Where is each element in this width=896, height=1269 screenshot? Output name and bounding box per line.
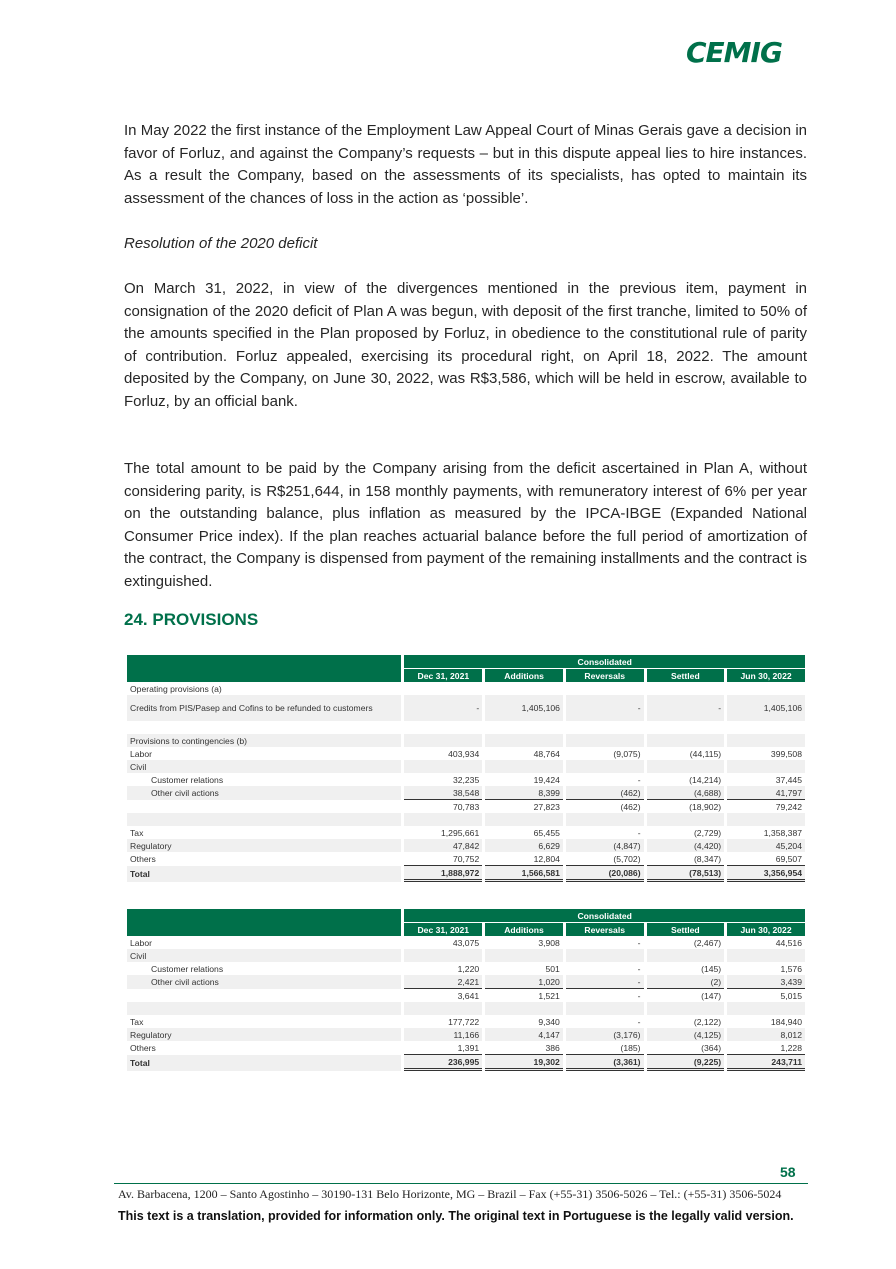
cell-value: 1,521 [538, 990, 560, 1001]
row-label: Customer relations [151, 963, 224, 974]
cell-value: 1,405,106 [727, 695, 805, 721]
cell-value: 3,439 [727, 975, 805, 989]
cell-value: 65,455 [533, 827, 560, 838]
cell-value [566, 949, 644, 962]
cell-value [727, 721, 805, 734]
cell-value: 9,340 [538, 1016, 560, 1027]
cell-value: (20,086) [566, 866, 644, 882]
cell-value: 19,302 [485, 1055, 563, 1071]
cell-value [404, 682, 482, 695]
row-label: Credits from PIS/Pasep and Cofins to be refunded to customers [127, 695, 401, 721]
column-header: Additions [485, 668, 563, 682]
table-header-group [127, 655, 805, 668]
table-row [127, 760, 805, 773]
column-header: Dec 31, 2021 [404, 668, 482, 682]
cell-value: 37,445 [775, 774, 802, 785]
cell-value: - [637, 827, 641, 838]
cell-value [727, 734, 805, 747]
cell-value [404, 760, 482, 773]
cell-value: 243,711 [727, 1055, 805, 1071]
row-label [127, 989, 401, 1002]
provisions-table-1 [124, 655, 808, 882]
cell-value: 27,823 [533, 801, 560, 812]
cell-value: 1,566,581 [485, 866, 563, 882]
cell-value [647, 760, 725, 773]
cell-value: (4,125) [647, 1028, 725, 1041]
cell-value [727, 1002, 805, 1015]
cell-value: 69,507 [727, 852, 805, 866]
cell-value: 70,752 [404, 852, 482, 866]
cell-value: 236,995 [404, 1055, 482, 1071]
column-header: Dec 31, 2021 [404, 922, 482, 936]
cell-value: (2) [647, 975, 725, 989]
cell-value [566, 813, 644, 826]
row-label: Provisions to contingencies (b) [127, 734, 401, 747]
row-label: Civil [127, 949, 401, 962]
header-blank [127, 655, 401, 668]
cell-value: (5,702) [566, 852, 644, 866]
cell-value: 177,722 [448, 1016, 480, 1027]
row-label [127, 721, 401, 734]
column-header: Settled [647, 668, 725, 682]
cemig-logo: CEMIG [686, 36, 782, 69]
row-label: Civil [127, 760, 401, 773]
table-row [127, 1015, 805, 1028]
cell-value: (364) [647, 1041, 725, 1055]
cell-value: 399,508 [770, 748, 802, 759]
table-row [127, 734, 805, 747]
table-row [127, 975, 805, 989]
cell-value [647, 721, 725, 734]
table-row [127, 1028, 805, 1041]
cell-value [566, 721, 644, 734]
table-header-group [127, 909, 805, 922]
cell-value: 2,421 [404, 975, 482, 989]
cell-value: 1,576 [780, 963, 802, 974]
table-row [127, 866, 805, 882]
paragraph-appeal-court: In May 2022 the first instance of the Employment Law Appeal Court of Minas Gerais gave a decision in favor of Forluz, and against the Company’s requests – but in this dispute appeal lies to hire instances. As a result the Company, based on the assessments of its specialists, has opted to maintain its assessment of the chances of loss in the action as ‘possible’. [124, 122, 807, 207]
cell-value: 41,797 [727, 786, 805, 800]
cell-value: 32,235 [452, 774, 480, 785]
cell-value: - [637, 937, 641, 948]
cell-value: (145) [701, 963, 722, 974]
footer-disclaimer: This text is a translation, provided for information only. The original text in Portuguese is the legally valid version. [118, 1209, 794, 1223]
table-row [127, 786, 805, 800]
header-blank [127, 909, 401, 922]
cell-value [485, 721, 563, 734]
cell-value [485, 1002, 563, 1015]
table-row [127, 962, 805, 975]
cell-value: (2,729) [693, 827, 722, 838]
row-label: Others [130, 854, 156, 864]
table-row [127, 800, 805, 813]
table-header-row [127, 668, 805, 682]
column-header: Additions [485, 922, 563, 936]
cell-value: 1,888,972 [404, 866, 482, 882]
provisions-table-2 [124, 909, 808, 1071]
table-row [127, 852, 805, 866]
row-label: Others [130, 1043, 156, 1053]
cell-value: 1,228 [727, 1041, 805, 1055]
row-label: Regulatory [127, 1028, 401, 1041]
cell-value: 8,012 [727, 1028, 805, 1041]
column-header: Settled [647, 922, 725, 936]
table-row [127, 839, 805, 852]
cell-value: 5,015 [780, 990, 802, 1001]
table-row [127, 1041, 805, 1055]
cell-value: 3,908 [538, 937, 560, 948]
cell-value: - [404, 695, 482, 721]
row-label: Labor [130, 748, 152, 759]
cell-value: (4,847) [566, 839, 644, 852]
cell-value: 3,641 [457, 990, 480, 1001]
cell-value [566, 1002, 644, 1015]
cell-value: (14,214) [689, 774, 722, 785]
cell-value [566, 734, 644, 747]
section-heading: 24. PROVISIONS [124, 610, 259, 629]
cell-value: 1,358,387 [763, 827, 802, 838]
row-label: Operating provisions (a) [130, 683, 222, 694]
cell-value: 386 [485, 1041, 563, 1055]
table-row [127, 826, 805, 839]
cell-value: 44,516 [775, 937, 802, 948]
paragraph-total-amount: The total amount to be paid by the Company arising from the deficit ascertained in Plan A, without considering parity, is R$251,644, in 158 monthly payments, with remuneratory interest of 6% per year on the outstanding balance, plus inflation as measured by the IPCA-IBGE (Expanded National Consumer Price index). If the plan reaches actuarial balance before the full period of amortization of the contract, the Company is dispensed from payment of the remaining installments and the contract is extinguished. [124, 460, 807, 590]
cell-value: (2,122) [693, 1016, 722, 1027]
cell-value: 184,940 [770, 1016, 802, 1027]
table-row [127, 695, 805, 721]
cell-value: 70,783 [452, 801, 480, 812]
cell-value: 79,242 [775, 801, 802, 812]
cell-value: - [566, 695, 644, 721]
cell-value [404, 721, 482, 734]
table-row [127, 936, 805, 949]
cell-value [727, 813, 805, 826]
cell-value [485, 813, 563, 826]
cell-value: 1,220 [457, 963, 480, 974]
cell-value: 1,020 [485, 975, 563, 989]
cell-value: 38,548 [404, 786, 482, 800]
cell-value: - [647, 695, 725, 721]
cell-value: - [566, 975, 644, 989]
cell-value: 11,166 [404, 1028, 482, 1041]
table-row [127, 989, 805, 1002]
cell-value: (4,688) [647, 786, 725, 800]
row-label: Labor [130, 937, 152, 948]
footer-address: Av. Barbacena, 1200 – Santo Agostinho – 30190-131 Belo Horizonte, MG – Brazil – Fax (+55-31) 3506-5026 – Tel.: (+55-31) 3506-5024 [118, 1187, 782, 1201]
row-label: Other civil actions [127, 786, 401, 800]
cell-value: 6,629 [485, 839, 563, 852]
cell-value: 47,842 [404, 839, 482, 852]
cell-value: 1,295,661 [441, 827, 480, 838]
cell-value [404, 949, 482, 962]
row-label: Customer relations [151, 774, 224, 785]
cell-value [485, 734, 563, 747]
row-label [127, 813, 401, 826]
cell-value: 1,391 [404, 1041, 482, 1055]
cell-value: (3,176) [566, 1028, 644, 1041]
row-label: Total [127, 1055, 401, 1071]
cell-value: 403,934 [448, 748, 480, 759]
cell-value [566, 760, 644, 773]
column-header: Jun 30, 2022 [727, 922, 805, 936]
paragraph-deficit-payment: On March 31, 2022, in view of the divergences mentioned in the previous item, payment in consignation of the 2020 deficit of Plan A was begun, with deposit of the first tranche, limited to 50% of the amounts specified in the Plan proposed by Forluz, in obedience to the constitutional rule of parity of contribution. Forluz appealed, exercising its procedural right, on April 18, 2022. The amount deposited by the Company, on June 30, 2022, was R$3,586, which will be held in escrow, available to Forluz, by an official bank. [124, 280, 807, 410]
row-label: Tax [130, 827, 144, 838]
header-blank [127, 922, 401, 936]
cell-value: (3,361) [566, 1055, 644, 1071]
cell-value [485, 949, 563, 962]
cell-value: 43,075 [452, 937, 480, 948]
cell-value: 12,804 [485, 852, 563, 866]
header-blank [127, 668, 401, 682]
column-header: Reversals [566, 922, 644, 936]
cell-value: (9,075) [613, 748, 641, 759]
cell-value [404, 734, 482, 747]
table-row [127, 773, 805, 786]
header-consolidated: Consolidated [404, 655, 805, 668]
footer-divider [114, 1183, 808, 1184]
row-label: Other civil actions [127, 975, 401, 989]
column-header: Reversals [566, 668, 644, 682]
cell-value [647, 1002, 725, 1015]
table-header-row [127, 922, 805, 936]
page-number: 58 [780, 1164, 796, 1180]
table-row [127, 682, 805, 695]
header-consolidated: Consolidated [404, 909, 805, 922]
cell-value [485, 682, 563, 695]
cell-value: (147) [701, 990, 722, 1001]
cell-value [727, 949, 805, 962]
cell-value [404, 1002, 482, 1015]
cell-value: (462) [620, 801, 641, 812]
cell-value: (185) [566, 1041, 644, 1055]
cell-value: (44,115) [689, 748, 722, 759]
cell-value: (462) [566, 786, 644, 800]
cell-value [647, 682, 725, 695]
cell-value: (4,420) [647, 839, 725, 852]
row-label [127, 1002, 401, 1015]
cell-value: 45,204 [727, 839, 805, 852]
cell-value: - [637, 1016, 641, 1027]
cell-value: 1,405,106 [485, 695, 563, 721]
cell-value: - [637, 774, 641, 785]
row-label: Regulatory [127, 839, 401, 852]
table-row [127, 1055, 805, 1071]
cell-value: 8,399 [485, 786, 563, 800]
cell-value [647, 734, 725, 747]
subheading-2020-deficit: Resolution of the 2020 deficit [124, 235, 318, 252]
cell-value: 3,356,954 [727, 866, 805, 882]
cell-value: 48,764 [533, 748, 560, 759]
column-header: Jun 30, 2022 [727, 668, 805, 682]
table-row [127, 747, 805, 760]
cell-value [647, 949, 725, 962]
table-row [127, 721, 805, 734]
cell-value [727, 682, 805, 695]
cell-value: - [637, 990, 641, 1001]
cell-value: (18,902) [689, 801, 722, 812]
table-row [127, 813, 805, 826]
table-row [127, 1002, 805, 1015]
cell-value [404, 813, 482, 826]
cell-value [647, 813, 725, 826]
cell-value: 4,147 [485, 1028, 563, 1041]
table-row [127, 949, 805, 962]
cell-value: (9,225) [647, 1055, 725, 1071]
cell-value [566, 682, 644, 695]
cell-value [485, 760, 563, 773]
cell-value: (78,513) [647, 866, 725, 882]
cell-value: 19,424 [533, 774, 560, 785]
cell-value: (2,467) [693, 937, 722, 948]
cell-value [727, 760, 805, 773]
row-label: Tax [130, 1016, 144, 1027]
row-label [127, 800, 401, 813]
cell-value: (8,347) [647, 852, 725, 866]
cell-value: 501 [545, 963, 560, 974]
cell-value: - [637, 963, 641, 974]
row-label: Total [127, 866, 401, 882]
